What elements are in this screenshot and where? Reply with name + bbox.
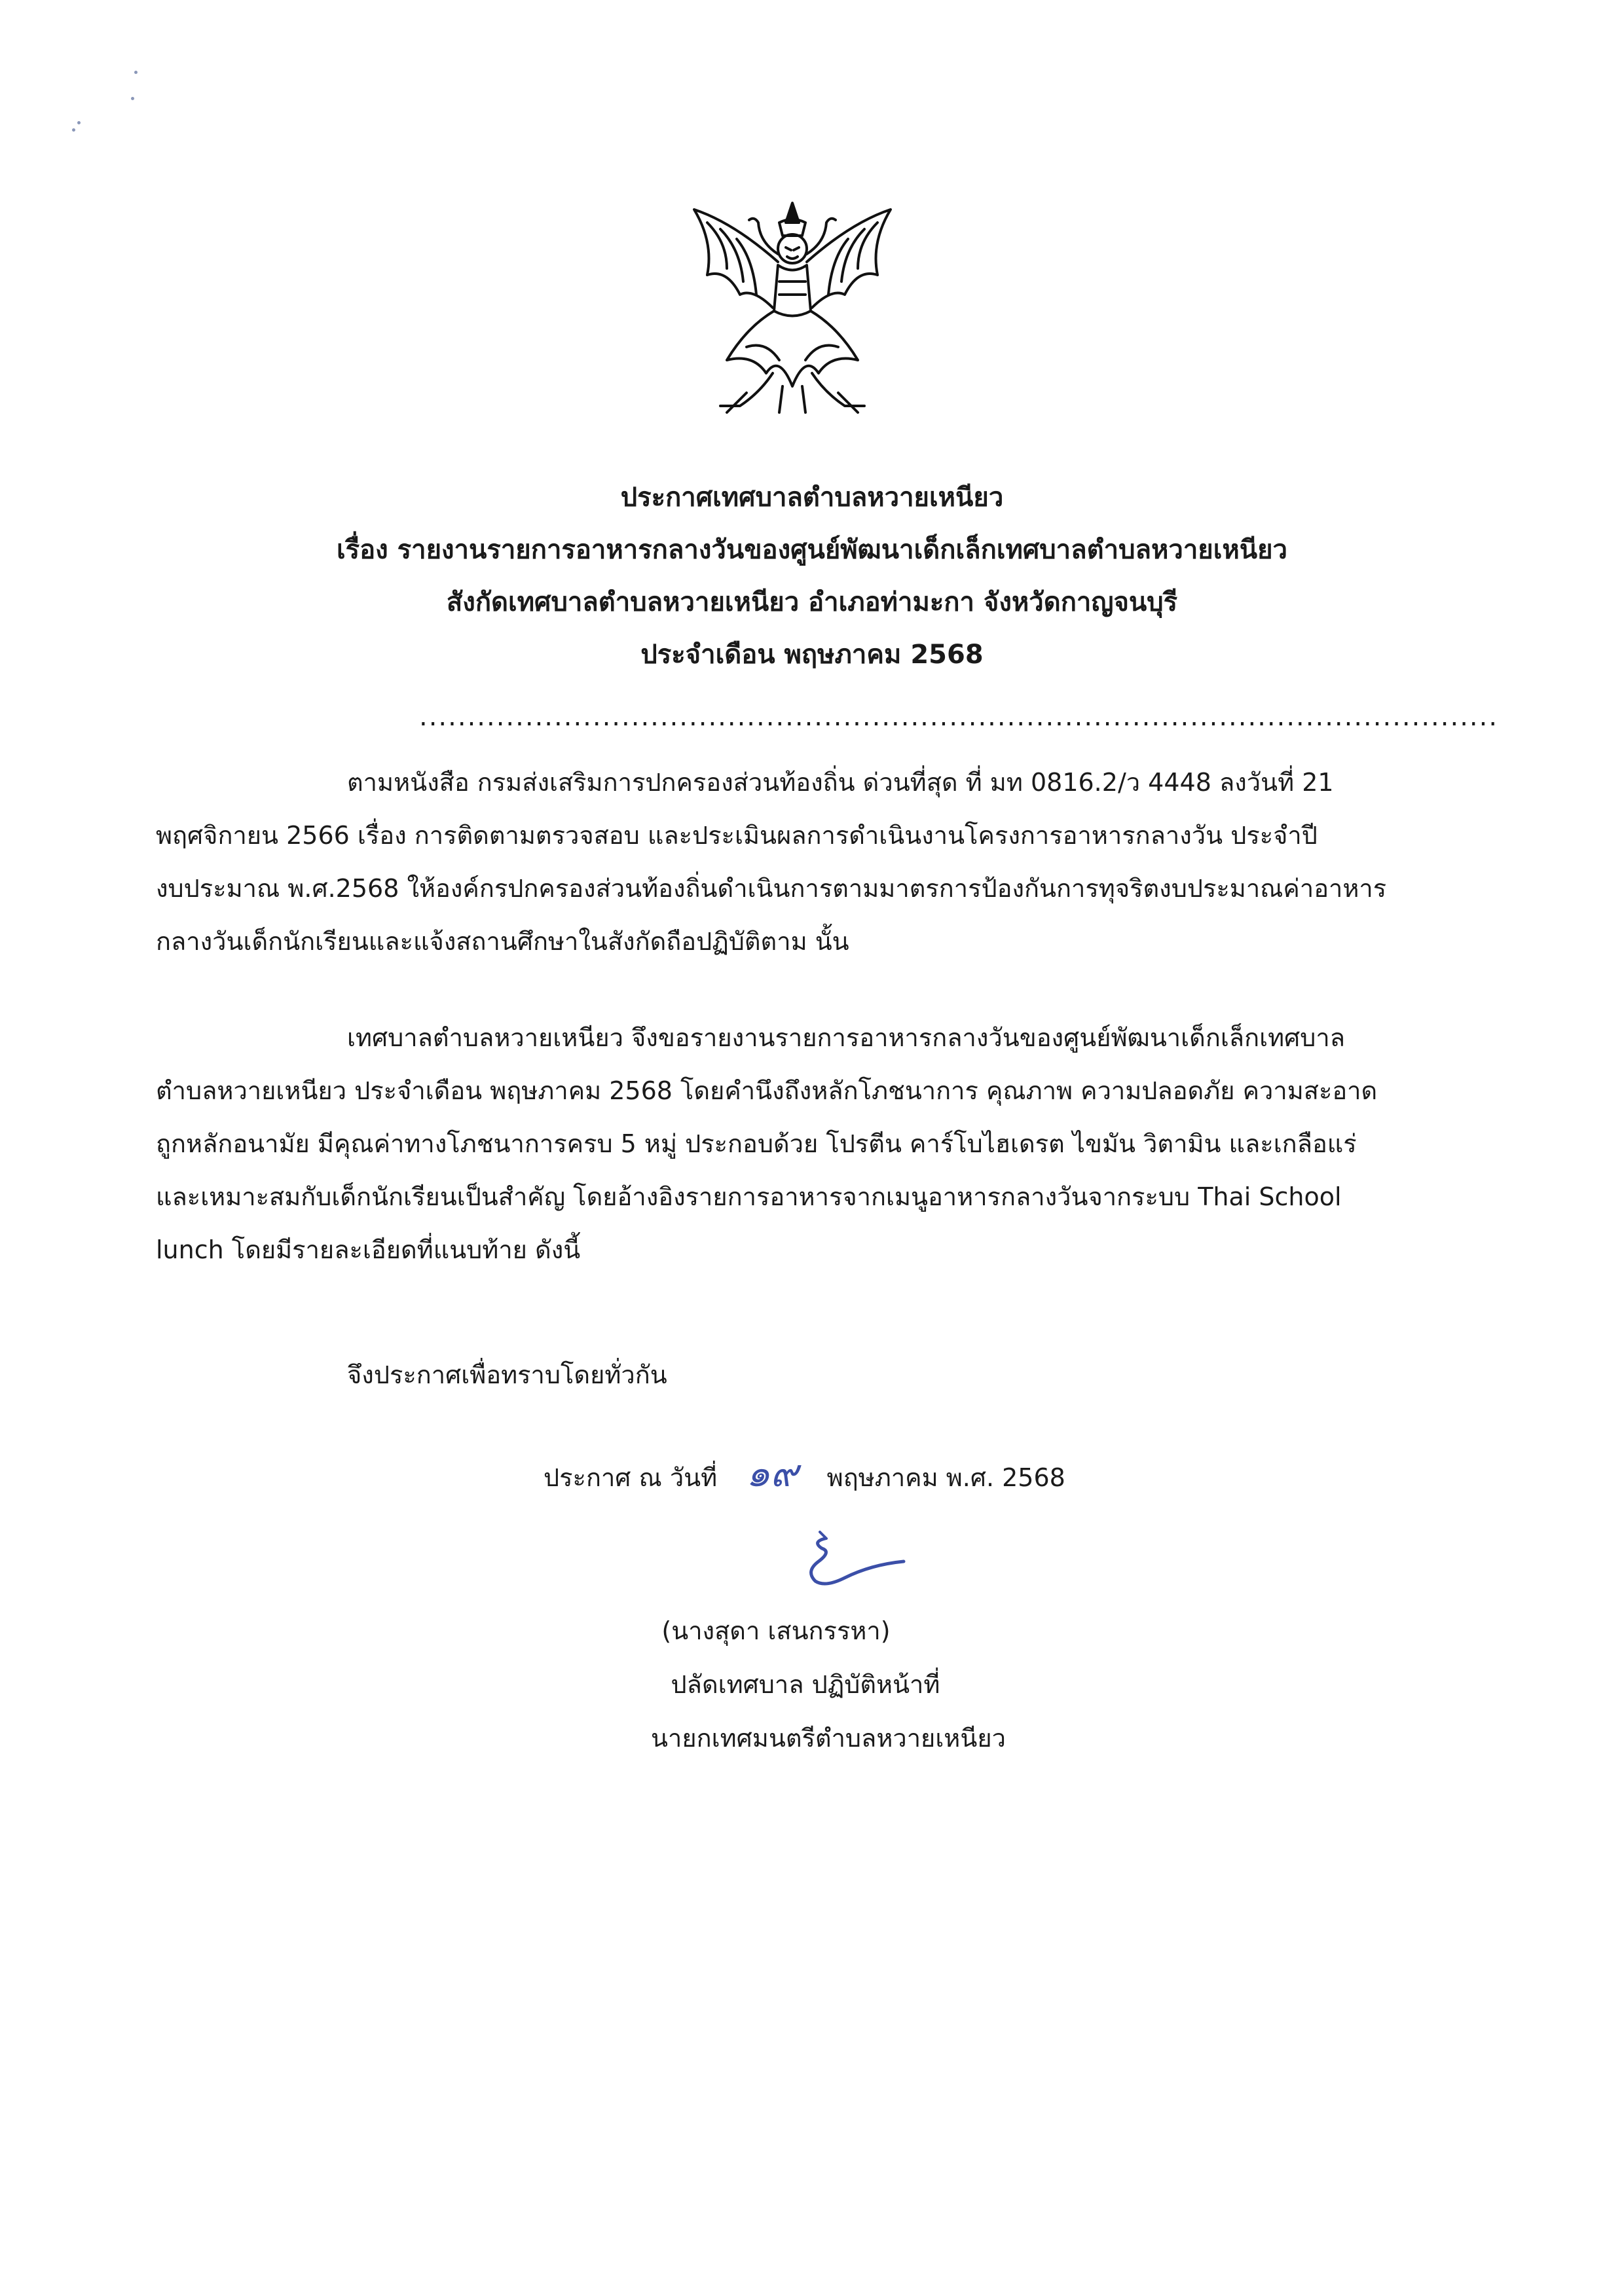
paragraph-line: lunch โดยมีรายละเอียดที่แนบท้าย ดังนี้ [156,1235,581,1264]
scan-speck [72,128,75,132]
handwritten-day: ๑๙ [746,1451,798,1495]
closing-statement: จึงประกาศเพื่อทราบโดยทั่วกัน [347,1360,667,1389]
signatory-name: (นางสุดา เสนกรรหา) [661,1616,891,1645]
paragraph-report [156,1011,1493,1277]
paragraph-line: และเหมาะสมกับเด็กนักเรียนเป็นสำคัญ โดยอ้างอิงรายการอาหารจากเมนูอาหารกลางวันจากระบบ Thai School [156,1182,1342,1211]
document-headings [0,471,1624,681]
dotted-separator: ................................................................................................................ [419,702,1499,732]
paragraph-line: ตำบลหวายเหนียว ประจำเดือน พฤษภาคม 2568 โดยคำนึงถึงหลักโภชนาการ คุณภาพ ความปลอดภัย ความสะอาด [156,1076,1378,1105]
paragraph-line: พฤศจิกายน 2566 เรื่อง การติดตามตรวจสอบ และประเมินผลการดำเนินงานโครงการอาหารกลางวัน ประจำปี [156,821,1318,850]
paragraph-line: เทศบาลตำบลหวายเหนียว จึงขอรายงานรายการอาหารกลางวันของศูนย์พัฒนาเด็กเล็กเทศบาล [347,1023,1346,1052]
heading-announcement: ประกาศเทศบาลตำบลหวายเหนียว [620,483,1004,513]
announcement-date [544,1453,1065,1497]
announce-prefix: ประกาศ ณ วันที่ [544,1463,718,1492]
heading-subject: เรื่อง รายงานรายการอาหารกลางวันของศูนย์พัฒนาเด็กเล็กเทศบาลตำบลหวายเหนียว [336,535,1287,565]
paragraph-reference [156,756,1493,968]
paragraph-line: งบประมาณ พ.ศ.2568 ให้องค์กรปกครองส่วนท้องถิ่นดำเนินการตามมาตรการป้องกันการทุจริตงบประมาณค่าอาหาร [156,874,1387,903]
paragraph-line: ตามหนังสือ กรมส่งเสริมการปกครองส่วนท้องถิ่น ด่วนที่สุด ที่ มท 0816.2/ว 4448 ลงวันที่ 21 [347,768,1334,797]
heading-affiliation: สังกัดเทศบาลตำบลหวายเหนียว อำเภอท่ามะกา จังหวัดกาญจนบุรี [446,587,1178,617]
paragraph-line: ถูกหลักอนามัย มีคุณค่าทางโภชนาการครบ 5 หมู่ ประกอบด้วย โปรตีน คาร์โบไฮเดรต ไขมัน วิตามิน และเกลือแร่ [156,1129,1357,1158]
scan-speck [131,97,134,100]
garuda-emblem-icon [681,196,904,419]
announce-suffix: พฤษภาคม พ.ศ. 2568 [826,1463,1065,1492]
paragraph-line: กลางวันเด็กนักเรียนและแจ้งสถานศึกษาในสังกัดถือปฏิบัติตาม นั้น [156,927,849,956]
signature-block [0,1604,1624,1765]
signatory-position: ปลัดเทศบาล ปฏิบัติหน้าที่ [671,1670,940,1699]
signature-icon [786,1525,930,1591]
heading-month: ประจำเดือน พฤษภาคม 2568 [640,640,984,670]
scan-speck [77,121,81,124]
scan-speck [134,71,138,74]
signatory-title: นายกเทศมนตรีตำบลหวายเหนียว [651,1724,1006,1753]
